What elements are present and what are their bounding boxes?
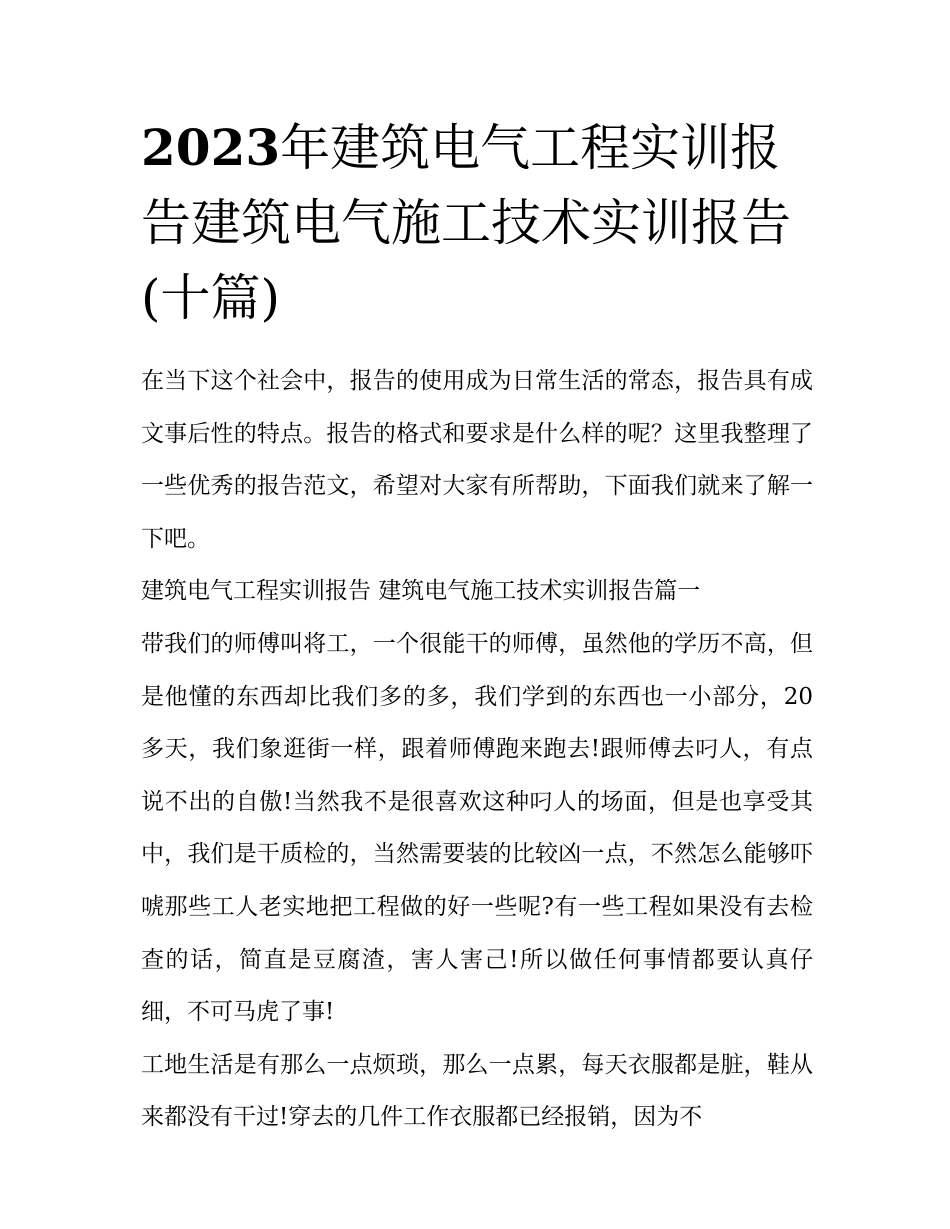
body-paragraph: 工地生活是有那么一点烦琐，那么一点累，每天衣服都是脏，鞋从来都没有干过!穿去的几件工作衣服都已经报销，因为不 bbox=[141, 1051, 813, 1131]
title-text: 年建筑电气工程实训报告建筑电气施工技术实训报告(十篇) bbox=[141, 119, 791, 327]
body-paragraph: 带我们的师傅叫将工，一个很能干的师傅，虽然他的学历不高，但是他懂的东西却比我们多的多，我们学到的东西也一小部分，20多天，我们象逛街一样，跟着师傅跑来跑去!跟师傅去叼人，有点说不出的自傲!当然我不是很喜欢这种叼人的场面，但是也享受其中，我们是干质检的，当然需要装的比较凶一点，不然怎么能够吓唬那些工人老实地把工程做的好一些呢?有一些工程如果没有去检查的话，简直是豆腐渣，害人害己!所以做任何事情都要认真仔细，不可马虎了事! bbox=[141, 630, 813, 1026]
section-heading: 建筑电气工程实训报告 建筑电气施工技术实训报告篇一 bbox=[141, 578, 701, 605]
title-year: 2023 bbox=[141, 118, 281, 177]
document-title bbox=[141, 110, 821, 336]
intro-paragraph: 在当下这个社会中，报告的使用成为日常生活的常态，报告具有成文事后性的特点。报告的格式和要求是什么样的呢？这里我整理了一些优秀的报告范文，希望对大家有所帮助，下面我们就来了解一下吧。 bbox=[141, 368, 813, 552]
document-body bbox=[141, 355, 813, 1144]
